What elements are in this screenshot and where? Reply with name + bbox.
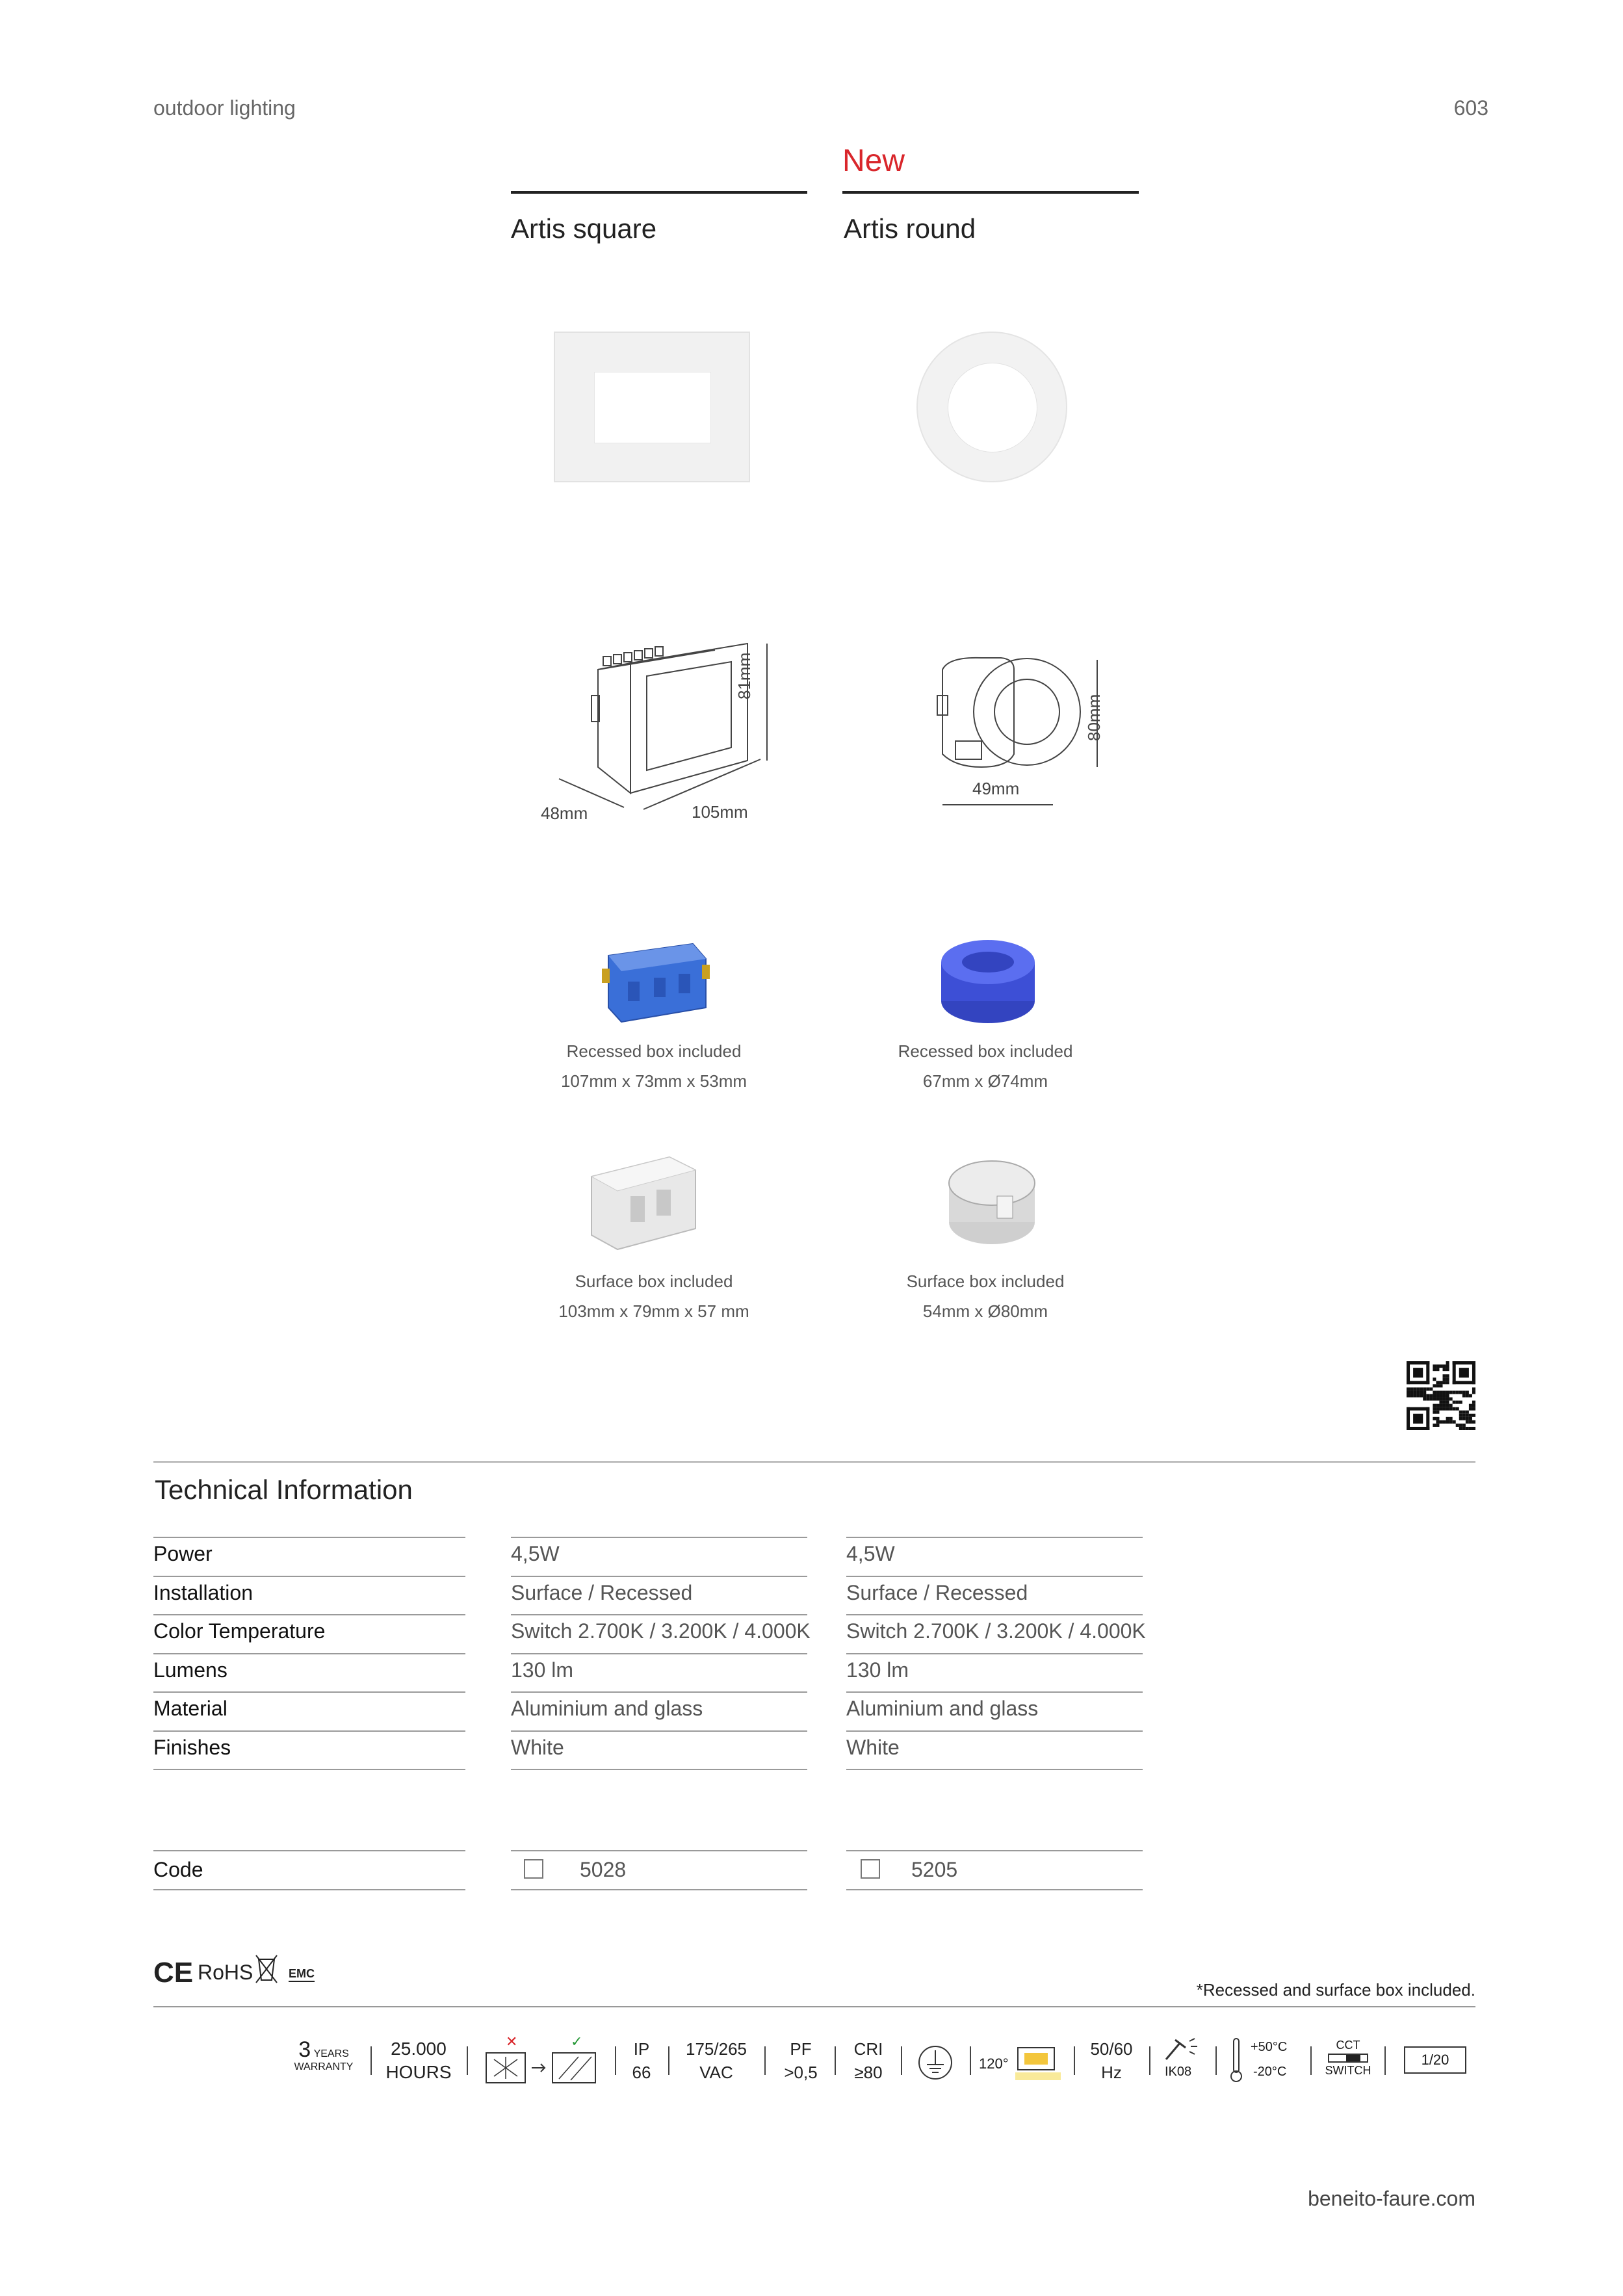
hours-value: 25.000: [391, 2039, 447, 2059]
ik-rating-label: IK08: [1165, 2065, 1192, 2079]
page-number: 603: [1453, 96, 1488, 120]
table-rule: [846, 1576, 1143, 1577]
dim-width-square: 105mm: [692, 802, 748, 822]
dim-height-square: 81mm: [734, 652, 754, 699]
rohs-mark: RoHS: [198, 1961, 253, 1984]
weee-bin-icon: [253, 1953, 279, 1985]
table-rule: [846, 1537, 1143, 1538]
table-rule: [153, 1614, 465, 1615]
cri-icon: [842, 2037, 894, 2084]
hours-icon: [380, 2037, 458, 2084]
product-name-square: Artis square: [511, 213, 657, 244]
cct-top-label: CCT: [1336, 2039, 1360, 2052]
code-value-round: 5205: [911, 1858, 958, 1881]
ip-rating-icon: [619, 2037, 664, 2084]
icon-separator: [1215, 2046, 1217, 2075]
code-rule-bottom-round: [846, 1889, 1143, 1890]
recessed-label-round: Recessed box included: [898, 1041, 1073, 1061]
cri-value: ≥80: [854, 2063, 883, 2082]
qr-code[interactable]: [1407, 1361, 1475, 1430]
icon-separator: [1074, 2046, 1075, 2075]
table-rule: [846, 1730, 1143, 1732]
table-row-value: Aluminium and glass: [511, 1697, 703, 1720]
icon-separator: [1149, 2046, 1150, 2075]
surface-label-round: Surface box included: [906, 1272, 1065, 1291]
table-rule: [846, 1614, 1143, 1615]
icon-separator: [615, 2046, 616, 2075]
code-rule-top-label: [153, 1850, 465, 1851]
table-rule: [153, 1691, 465, 1693]
code-label: Code: [153, 1858, 203, 1881]
surface-size-round: 54mm x Ø80mm: [922, 1301, 1048, 1321]
table-row-value: 4,5W: [511, 1542, 560, 1565]
svg-text:✕: ✕: [506, 2033, 518, 2050]
ip-label: IP: [633, 2039, 650, 2059]
recessed-label-square: Recessed box included: [566, 1041, 742, 1061]
earth-ground-icon: [916, 2044, 954, 2081]
table-rule: [153, 1576, 465, 1577]
surface-label-square: Surface box included: [575, 1272, 733, 1291]
section-title: outdoor lighting: [153, 96, 296, 120]
recessed-size-round: 67mm x Ø74mm: [922, 1071, 1048, 1091]
table-rule: [846, 1691, 1143, 1693]
icon-separator: [467, 2046, 468, 2075]
table-rule: [511, 1614, 807, 1615]
code-rule-bottom-label: [153, 1889, 465, 1890]
cct-switch-icon: [1322, 2039, 1374, 2078]
table-row-label: Finishes: [153, 1736, 231, 1759]
code-rule-top-square: [511, 1850, 807, 1851]
icon-separator: [764, 2046, 766, 2075]
table-row-label: Power: [153, 1542, 213, 1565]
website-link[interactable]: beneito-faure.com: [1308, 2187, 1475, 2210]
code-value-square: 5028: [580, 1858, 627, 1881]
icon-separator: [970, 2046, 971, 2075]
code-rule-top-round: [846, 1850, 1143, 1851]
thermometer-icon: [1228, 2036, 1244, 2083]
cri-label: CRI: [853, 2039, 883, 2059]
dim-height-round: 80mm: [1084, 694, 1104, 741]
table-rule: [511, 1769, 807, 1770]
title-rule-square: [511, 191, 807, 194]
packaging-box-icon: 1/20: [1404, 2046, 1466, 2074]
pf-label: PF: [790, 2039, 812, 2059]
frequency-icon: [1080, 2037, 1143, 2084]
table-row-value: 130 lm: [511, 1658, 574, 1682]
glass-replacement-icon: [481, 2033, 604, 2088]
table-row-value: Surface / Recessed: [846, 1581, 1028, 1604]
table-row-label: Lumens: [153, 1658, 227, 1682]
product-name-round: Artis round: [844, 213, 976, 244]
warranty-icon: [291, 2037, 356, 2073]
table-rule: [511, 1691, 807, 1693]
table-rule: [511, 1653, 807, 1654]
recessed-box-round-image: [936, 936, 1040, 1027]
table-row-value: 130 lm: [846, 1658, 909, 1682]
title-rule-round: [842, 191, 1139, 194]
table-row-value: Switch 2.700K / 3.200K / 4.000K: [511, 1619, 811, 1643]
section-divider: [153, 1461, 1475, 1463]
icons-divider: [153, 2006, 1475, 2007]
surface-size-square: 103mm x 79mm x 57 mm: [558, 1301, 749, 1321]
voltage-label: VAC: [699, 2063, 733, 2082]
warranty-number: 3: [298, 2037, 311, 2062]
new-badge: New: [842, 144, 905, 178]
table-row-value: Aluminium and glass: [846, 1697, 1039, 1720]
ce-mark: CE: [153, 1957, 194, 1989]
table-row-value: White: [511, 1736, 564, 1759]
power-factor-icon: [771, 2037, 831, 2084]
emc-mark: EMC: [289, 1967, 315, 1982]
frequency-value: 50/60: [1090, 2039, 1133, 2059]
warranty-unit: YEARS: [313, 2048, 349, 2059]
table-rule: [153, 1730, 465, 1732]
code-rule-bottom-square: [511, 1889, 807, 1890]
icon-separator: [370, 2046, 372, 2075]
table-row-value: Switch 2.700K / 3.200K / 4.000K: [846, 1619, 1146, 1643]
svg-text:✓: ✓: [571, 2033, 583, 2050]
code-checkbox-round[interactable]: [861, 1859, 880, 1879]
table-row-label: Installation: [153, 1581, 253, 1604]
surface-box-round-image: [940, 1151, 1044, 1255]
table-row-label: Material: [153, 1697, 227, 1720]
table-rule: [511, 1576, 807, 1577]
table-rule: [153, 1537, 465, 1538]
icon-separator: [835, 2046, 836, 2075]
artis-square-image: [554, 332, 750, 482]
table-row-value: Surface / Recessed: [511, 1581, 693, 1604]
beam-angle-label: 120°: [979, 2055, 1009, 2072]
code-checkbox-square[interactable]: [524, 1859, 543, 1879]
technical-title: Technical Information: [155, 1474, 413, 1505]
voltage-value: 175/265: [686, 2039, 747, 2059]
table-row-value: 4,5W: [846, 1542, 895, 1565]
table-rule: [846, 1769, 1143, 1770]
table-rule: [511, 1730, 807, 1732]
dim-width-round: 49mm: [972, 779, 1020, 798]
dim-depth-square: 48mm: [541, 803, 588, 823]
temp-min: -20°C: [1253, 2065, 1287, 2079]
table-row-value: White: [846, 1736, 900, 1759]
table-rule: [153, 1653, 465, 1654]
surface-box-square-image: [585, 1151, 702, 1255]
temp-max: +50°C: [1251, 2040, 1288, 2054]
table-row-label: Color Temperature: [153, 1619, 326, 1643]
frequency-label: Hz: [1101, 2063, 1122, 2082]
pf-value: >0,5: [784, 2063, 818, 2082]
table-rule: [846, 1653, 1143, 1654]
cct-bottom-label: SWITCH: [1325, 2064, 1371, 2077]
impact-hammer-icon: [1161, 2035, 1200, 2062]
beam-angle-icon: [1014, 2041, 1062, 2083]
hours-label: HOURS: [385, 2062, 452, 2082]
icon-separator: [668, 2046, 669, 2075]
voltage-icon: [676, 2037, 757, 2084]
icon-separator: [1384, 2046, 1386, 2075]
icon-separator: [901, 2046, 902, 2075]
recessed-size-square: 107mm x 73mm x 53mm: [560, 1071, 747, 1091]
recessed-box-square-image: [602, 936, 712, 1027]
table-rule: [153, 1769, 465, 1770]
table-rule: [511, 1537, 807, 1538]
ip-value: 66: [632, 2063, 651, 2082]
icon-separator: [1310, 2046, 1312, 2075]
artis-round-image: [916, 332, 1067, 482]
footnote: *Recessed and surface box included.: [1196, 1980, 1475, 2000]
warranty-label: WARRANTY: [294, 2061, 354, 2072]
